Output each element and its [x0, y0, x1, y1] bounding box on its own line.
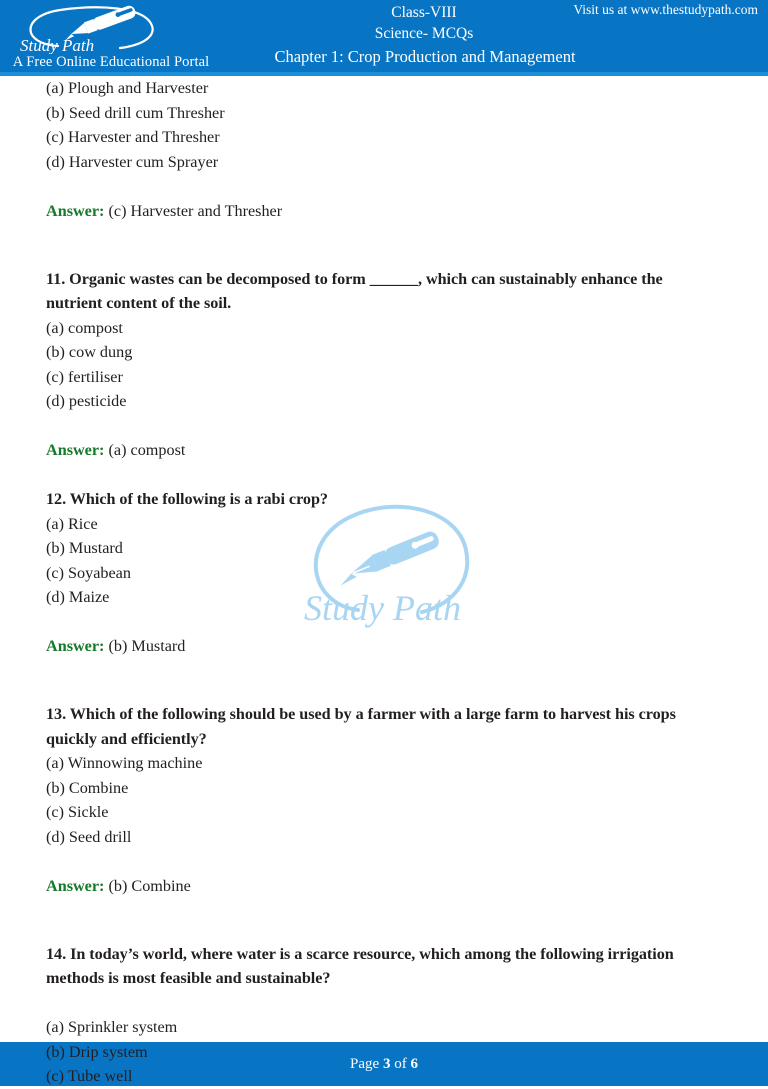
- option-b[interactable]: (b) Seed drill cum Thresher: [46, 103, 225, 122]
- question-block: [46, 942, 722, 1089]
- question-stem: 12. Which of the following is a rabi crop?: [46, 490, 328, 508]
- option-b[interactable]: (b) Drip system: [46, 1042, 148, 1061]
- answer-label: Answer:: [46, 201, 105, 220]
- answer-value: (b) Mustard: [108, 637, 186, 655]
- spacer: [46, 463, 722, 488]
- question-stem: 13. Which of the following should be used by a farmer with a large farm to harvest his crops quickly and efficiently?: [46, 705, 676, 748]
- answer-label: Answer:: [46, 441, 105, 459]
- spacer: [46, 414, 722, 439]
- option-b[interactable]: (b) cow dung: [46, 343, 133, 361]
- option-c[interactable]: (c) Harvester and Thresher: [46, 128, 220, 146]
- answer-label: Answer:: [46, 876, 105, 895]
- spacer: [46, 223, 722, 248]
- svg-text:Study Path: Study Path: [304, 588, 461, 628]
- question-block: [46, 267, 722, 463]
- spacer: [46, 923, 722, 942]
- answer-line: [46, 874, 722, 899]
- option-c[interactable]: (c) Soyabean: [46, 563, 131, 582]
- answer-label: Answer:: [46, 637, 105, 655]
- option-c[interactable]: (c) fertiliser: [46, 367, 123, 386]
- option-d[interactable]: (d) Harvester cum Sprayer: [46, 152, 219, 171]
- option-d[interactable]: (d) pesticide: [46, 392, 127, 410]
- page-middle: of: [394, 1056, 407, 1072]
- svg-text:Study Path: Study Path: [20, 36, 95, 54]
- page-prefix: Page: [350, 1056, 380, 1072]
- question-stem: 14. In today’s world, where water is a scarce resource, which among the following irrigation methods is most feasible and sustainable?: [46, 944, 674, 987]
- question-list: [46, 76, 722, 1089]
- answer-line: [46, 634, 722, 659]
- spacer: [46, 174, 722, 199]
- option-c[interactable]: (c) Tube well: [46, 1067, 133, 1085]
- option-a[interactable]: (a) Winnowing machine: [46, 754, 203, 772]
- question-stem: 11. Organic wastes can be decomposed to form ______, which can sustainably enhance the nutrient content of the soil.: [46, 269, 663, 312]
- spacer: [46, 991, 722, 1016]
- spacer: [46, 659, 722, 684]
- answer-line: [46, 199, 722, 224]
- option-d[interactable]: (d) Seed drill: [46, 827, 132, 846]
- option-a[interactable]: (a) Plough and Harvester: [46, 79, 209, 97]
- option-a[interactable]: (a) Sprinkler system: [46, 1018, 178, 1036]
- option-a[interactable]: (a) Rice: [46, 514, 98, 533]
- spacer: [46, 849, 722, 874]
- header-subject-line: Science- MCQs: [374, 25, 474, 42]
- answer-value: (c) Harvester and Thresher: [108, 201, 283, 220]
- question-block: [46, 702, 722, 898]
- page-total: 6: [410, 1056, 418, 1072]
- option-b[interactable]: (b) Combine: [46, 778, 129, 797]
- question-block: [46, 76, 722, 223]
- header-chapter-line: Chapter 1: Crop Production and Management: [274, 47, 576, 66]
- header-title-block: [214, 2, 634, 44]
- option-c[interactable]: (c) Sickle: [46, 803, 109, 821]
- spacer: [46, 610, 722, 635]
- spacer: [46, 248, 722, 267]
- answer-line: [46, 438, 722, 463]
- spacer: [46, 683, 722, 702]
- header-class-line: Class-VIII: [391, 4, 457, 21]
- header-visit-link[interactable]: Visit us at www.thestudypath.com: [573, 2, 758, 17]
- spacer: [46, 898, 722, 923]
- answer-value: (b) Combine: [108, 876, 191, 895]
- option-d[interactable]: (d) Maize: [46, 588, 110, 606]
- answer-value: (a) compost: [108, 441, 186, 459]
- page-number: 3: [382, 1056, 391, 1072]
- logo-tagline: A Free Online Educational Portal: [12, 54, 210, 70]
- option-a[interactable]: (a) compost: [46, 318, 123, 337]
- question-block: [46, 487, 722, 659]
- option-b[interactable]: (b) Mustard: [46, 539, 123, 557]
